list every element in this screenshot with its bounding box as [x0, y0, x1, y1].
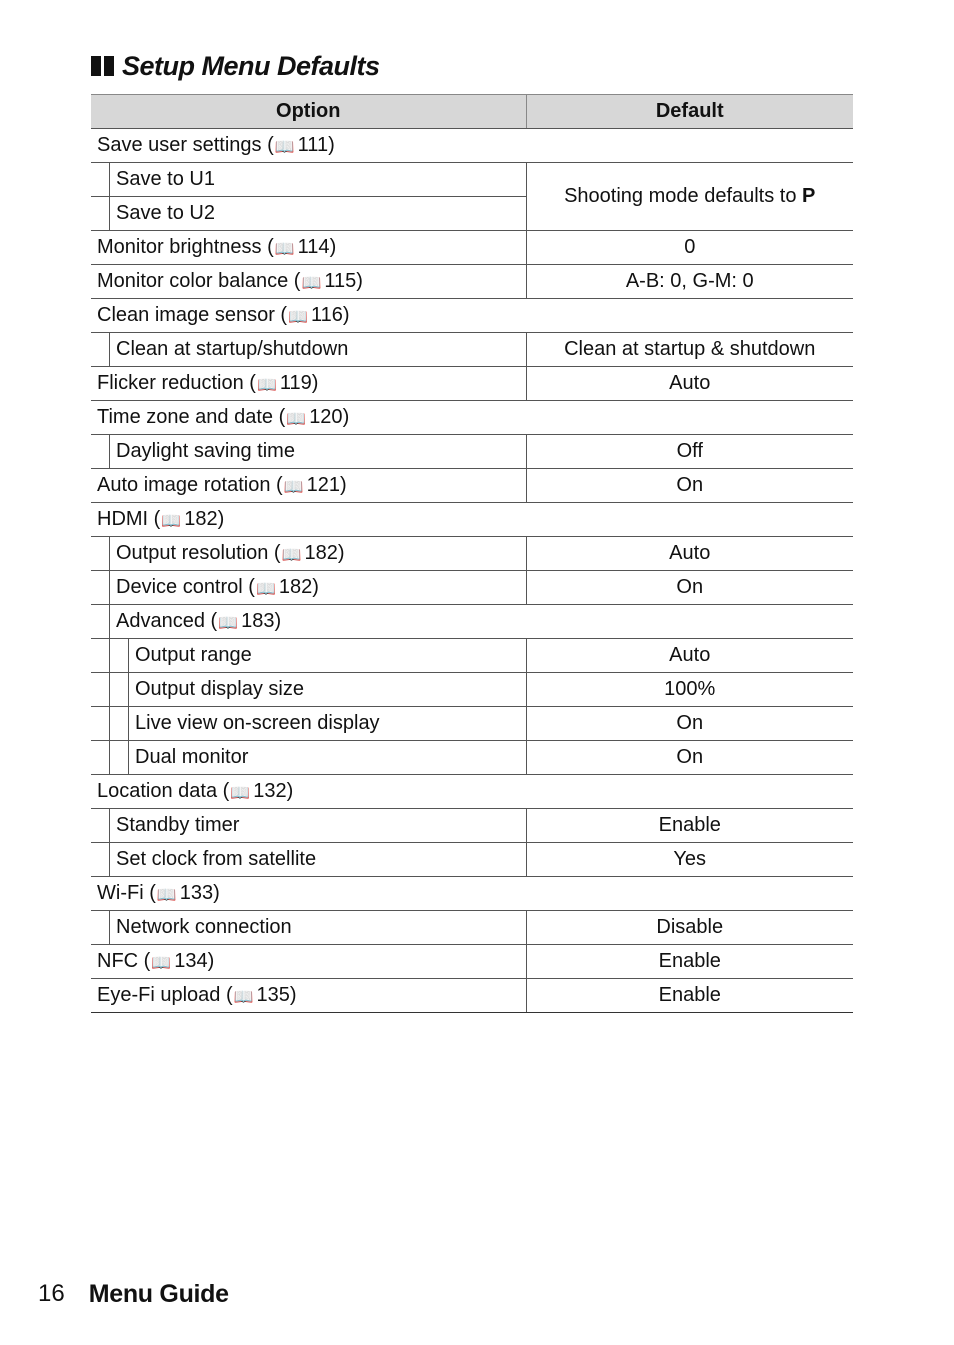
table-row — [91, 843, 853, 877]
table-row — [91, 639, 853, 673]
table-row — [91, 129, 853, 163]
row-label: Clean image sensor ( 📖 116 ) — [97, 304, 350, 326]
section-title-text: Setup Menu Defaults — [122, 50, 380, 81]
row-value: On — [526, 741, 853, 775]
footer-title: Menu Guide — [88, 1279, 229, 1308]
row-label: Save to U2 — [116, 202, 215, 224]
table-row — [91, 231, 853, 265]
row-label: Dual monitor — [135, 746, 249, 768]
row-value: Auto — [526, 639, 853, 673]
table-row — [91, 299, 853, 333]
page-footer — [38, 1276, 229, 1312]
table-row — [91, 605, 853, 639]
row-label: Network connection — [116, 916, 292, 938]
header-option: Option — [91, 95, 526, 129]
row-value: Yes — [526, 843, 853, 877]
row-label: Standby timer — [116, 814, 240, 836]
table-row — [91, 673, 853, 707]
row-label: Set clock from satellite — [116, 848, 317, 870]
table-row — [91, 401, 853, 435]
row-value: A-B: 0, G-M: 0 — [526, 265, 853, 299]
row-label: Eye-Fi upload ( 📖 135 ) — [97, 984, 297, 1006]
section-marker-icon — [91, 56, 114, 76]
book-icon: 📖 — [230, 784, 251, 802]
table-row — [91, 367, 853, 401]
row-label: Location data ( 📖 132 ) — [97, 780, 294, 802]
book-icon: 📖 — [281, 546, 302, 564]
row-label: NFC ( 📖 134 ) — [97, 950, 215, 972]
book-icon: 📖 — [274, 240, 295, 258]
table-row — [91, 877, 853, 911]
row-label: Live view on-screen display — [135, 712, 380, 734]
book-icon: 📖 — [256, 376, 277, 394]
table-header-row — [91, 95, 853, 129]
table-row — [91, 571, 853, 605]
book-icon: 📖 — [233, 988, 254, 1006]
row-value: Enable — [526, 945, 853, 979]
table-row — [91, 945, 853, 979]
row-label: Time zone and date ( 📖 120 ) — [97, 406, 350, 428]
table-row — [91, 775, 853, 809]
row-label: Save to U1 — [116, 168, 215, 190]
book-icon: 📖 — [218, 614, 239, 632]
row-label: Auto image rotation ( 📖 121 ) — [97, 474, 347, 496]
row-label: Daylight saving time — [116, 440, 295, 462]
table-row — [91, 503, 853, 537]
row-label: Flicker reduction ( 📖 119 ) — [97, 372, 319, 394]
table-row — [91, 163, 853, 197]
table-row — [91, 435, 853, 469]
book-icon: 📖 — [288, 308, 309, 326]
book-icon: 📖 — [301, 274, 322, 292]
book-icon: 📖 — [156, 886, 177, 904]
table-row — [91, 333, 853, 367]
row-value: Disable — [526, 911, 853, 945]
row-value: Off — [526, 435, 853, 469]
row-value: On — [526, 469, 853, 503]
row-value: 100% — [526, 673, 853, 707]
row-value: On — [526, 707, 853, 741]
book-icon: 📖 — [286, 410, 307, 428]
book-icon: 📖 — [255, 580, 276, 598]
table-row — [91, 707, 853, 741]
table-row — [91, 809, 853, 843]
row-label: HDMI ( 📖 182 ) — [97, 508, 225, 530]
setup-defaults-table — [91, 94, 853, 1013]
row-value: Clean at startup & shutdown — [526, 333, 853, 367]
row-value: Enable — [526, 809, 853, 843]
row-value: Enable — [526, 979, 853, 1013]
row-label: Output display size — [135, 678, 304, 700]
page-number: 16 — [38, 1280, 65, 1307]
row-label: Output range — [135, 644, 252, 666]
row-value: Auto — [526, 537, 853, 571]
table-row — [91, 265, 853, 299]
row-label: Device control ( 📖 182 ) — [116, 576, 319, 598]
row-label: Save user settings ( 📖 111 ) — [97, 134, 335, 156]
row-label: Monitor brightness ( 📖 114 ) — [97, 236, 337, 258]
row-label: Monitor color balance ( 📖 115 ) — [97, 270, 363, 292]
book-icon: 📖 — [161, 512, 182, 530]
row-value: On — [526, 571, 853, 605]
header-default: Default — [526, 95, 853, 129]
book-icon: 📖 — [283, 478, 304, 496]
row-label: Advanced ( 📖 183 ) — [116, 610, 282, 632]
table-row — [91, 911, 853, 945]
row-value: Shooting mode defaults to P — [526, 163, 853, 231]
book-icon: 📖 — [151, 954, 172, 972]
table-row — [91, 741, 853, 775]
row-label: Output resolution ( 📖 182 ) — [116, 542, 345, 564]
table-row — [91, 979, 853, 1013]
row-label: Clean at startup/shutdown — [116, 338, 349, 360]
row-label: Wi-Fi ( 📖 133 ) — [97, 882, 220, 904]
row-value: 0 — [526, 231, 853, 265]
table-row — [91, 537, 853, 571]
book-icon: 📖 — [274, 138, 295, 156]
row-value: Auto — [526, 367, 853, 401]
section-title — [91, 46, 380, 86]
table-row — [91, 469, 853, 503]
